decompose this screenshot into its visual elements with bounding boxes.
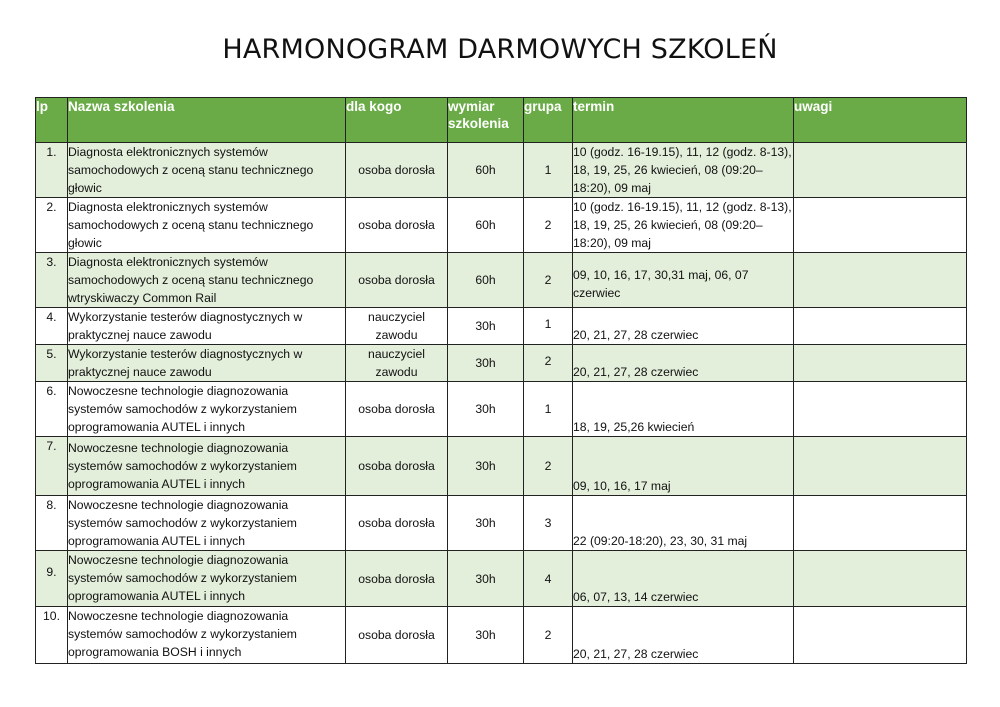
cell-notes [794, 345, 967, 382]
cell-name: Nowoczesne technologie diagnozowania systemów samochodów z wykorzystaniem oprogramowania BOSH i innych [68, 607, 346, 664]
table-row [36, 382, 967, 437]
cell-lp: 1. [36, 143, 68, 198]
cell-term: 20, 21, 27, 28 czerwiec [573, 607, 794, 664]
cell-term: 18, 19, 25,26 kwiecień [573, 382, 794, 437]
cell-notes [794, 607, 967, 664]
cell-name: Nowoczesne technologie diagnozowania systemów samochodów z wykorzystaniem oprogramowania AUTEL i innych [68, 496, 346, 551]
table-row [36, 607, 967, 664]
cell-group: 2 [524, 253, 573, 308]
cell-lp: 3. [36, 253, 68, 308]
cell-group: 3 [524, 496, 573, 551]
cell-term: 09, 10, 16, 17 maj [573, 437, 794, 496]
cell-hours: 60h [448, 253, 524, 308]
cell-who: osoba dorosła [346, 496, 448, 551]
cell-lp: 7. [36, 437, 68, 496]
page-title: HARMONOGRAM DARMOWYCH SZKOLEŃ [222, 34, 778, 65]
cell-name: Diagnosta elektronicznych systemów samochodowych z oceną stanu technicznego głowic [68, 143, 346, 198]
cell-hours: 30h [448, 382, 524, 437]
cell-notes [794, 551, 967, 607]
header-hours: wymiar szkolenia [448, 98, 524, 143]
cell-notes [794, 143, 967, 198]
cell-group: 1 [524, 382, 573, 437]
header-name: Nazwa szkolenia [68, 98, 346, 143]
cell-name: Nowoczesne technologie diagnozowania systemów samochodów z wykorzystaniem oprogramowania AUTEL i innych [68, 437, 346, 496]
cell-name: Wykorzystanie testerów diagnostycznych w praktycznej nauce zawodu [68, 345, 346, 382]
table-row [36, 437, 967, 496]
table-row [36, 496, 967, 551]
cell-notes [794, 437, 967, 496]
table-row [36, 551, 967, 607]
cell-hours: 30h [448, 308, 524, 345]
cell-group: 2 [524, 607, 573, 664]
cell-term: 09, 10, 16, 17, 30,31 maj, 06, 07 czerwiec [573, 253, 794, 308]
table-row [36, 308, 967, 345]
cell-hours: 60h [448, 143, 524, 198]
cell-notes [794, 382, 967, 437]
header-notes: uwagi [794, 98, 967, 143]
table-row [36, 143, 967, 198]
cell-hours: 30h [448, 345, 524, 382]
cell-notes [794, 253, 967, 308]
cell-hours: 30h [448, 496, 524, 551]
cell-lp: 4. [36, 308, 68, 345]
cell-name: Wykorzystanie testerów diagnostycznych w praktycznej nauce zawodu [68, 308, 346, 345]
cell-who: osoba dorosła [346, 143, 448, 198]
cell-group: 2 [524, 345, 573, 382]
cell-hours: 30h [448, 437, 524, 496]
cell-name: Nowoczesne technologie diagnozowania systemów samochodów z wykorzystaniem oprogramowania AUTEL i innych [68, 382, 346, 437]
header-who: dla kogo [346, 98, 448, 143]
cell-notes [794, 496, 967, 551]
cell-who: nauczyciel zawodu [346, 308, 448, 345]
training-schedule-table [35, 97, 967, 664]
cell-lp: 8. [36, 496, 68, 551]
cell-lp: 2. [36, 198, 68, 253]
cell-term: 20, 21, 27, 28 czerwiec [573, 345, 794, 382]
cell-hours: 60h [448, 198, 524, 253]
header-term: termin [573, 98, 794, 143]
cell-who: osoba dorosła [346, 551, 448, 607]
cell-group: 1 [524, 143, 573, 198]
cell-hours: 30h [448, 607, 524, 664]
cell-lp: 10. [36, 607, 68, 664]
table-row [36, 253, 967, 308]
cell-who: osoba dorosła [346, 253, 448, 308]
header-group: grupa [524, 98, 573, 143]
cell-term: 10 (godz. 16-19.15), 11, 12 (godz. 8-13), 18, 19, 25, 26 kwiecień, 08 (09:20–18:20), 09 maj [573, 143, 794, 198]
cell-who: osoba dorosła [346, 607, 448, 664]
cell-hours: 30h [448, 551, 524, 607]
cell-lp: 6. [36, 382, 68, 437]
cell-term: 10 (godz. 16-19.15), 11, 12 (godz. 8-13), 18, 19, 25, 26 kwiecień, 08 (09:20–18:20), 09 maj [573, 198, 794, 253]
cell-group: 2 [524, 198, 573, 253]
cell-notes [794, 308, 967, 345]
cell-who: osoba dorosła [346, 437, 448, 496]
header-lp: lp [36, 98, 68, 143]
cell-group: 2 [524, 437, 573, 496]
cell-name: Diagnosta elektronicznych systemów samochodowych z oceną stanu technicznego głowic [68, 198, 346, 253]
cell-name: Diagnosta elektronicznych systemów samochodowych z oceną stanu technicznego wtryskiwaczy Common Rail [68, 253, 346, 308]
table-row [36, 198, 967, 253]
cell-who: osoba dorosła [346, 382, 448, 437]
cell-group: 4 [524, 551, 573, 607]
table-row [36, 345, 967, 382]
cell-who: nauczyciel zawodu [346, 345, 448, 382]
cell-term: 20, 21, 27, 28 czerwiec [573, 308, 794, 345]
cell-term: 22 (09:20-18:20), 23, 30, 31 maj [573, 496, 794, 551]
cell-lp: 5. [36, 345, 68, 382]
cell-name: Nowoczesne technologie diagnozowania systemów samochodów z wykorzystaniem oprogramowania AUTEL i innych [68, 551, 346, 607]
cell-notes [794, 198, 967, 253]
cell-who: osoba dorosła [346, 198, 448, 253]
header-row [36, 98, 967, 143]
cell-group: 1 [524, 308, 573, 345]
cell-term: 06, 07, 13, 14 czerwiec [573, 551, 794, 607]
cell-lp: 9. [36, 551, 68, 607]
